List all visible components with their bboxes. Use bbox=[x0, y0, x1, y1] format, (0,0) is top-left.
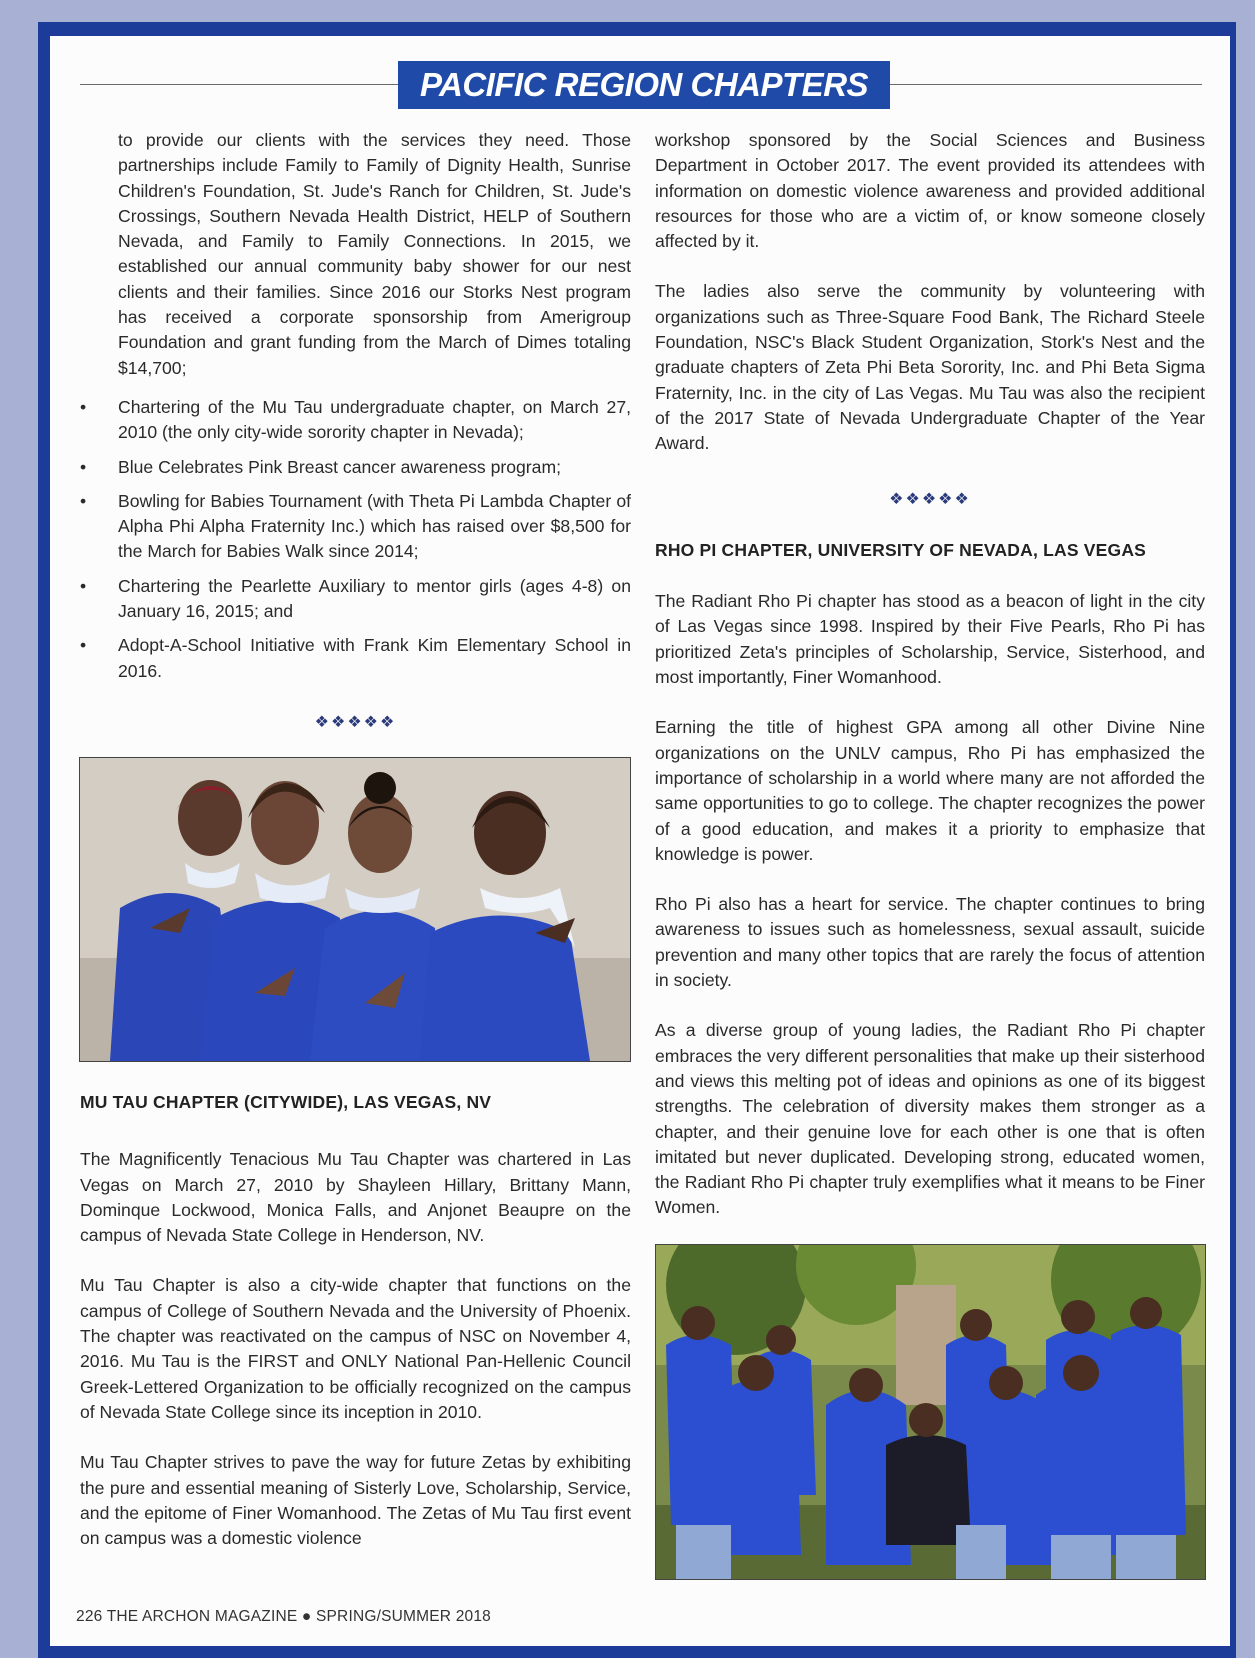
rho-pi-photo bbox=[655, 1244, 1206, 1580]
list-item: • Bowling for Babies Tournament (with Theta Pi Lambda Chapter of Alpha Phi Alpha Fraternity Inc.) which has raised over $8,500 for the March for Babies Walk since 2014; bbox=[80, 490, 631, 562]
mu-tau-paragraph-2: Mu Tau Chapter is also a city-wide chapter that functions on the campus of College of Southern Nevada and the University of Phoenix. The chapter was reactivated on the campus of NSC on November 4, 2016. Mu Tau is the FIRST and ONLY National Pan-Hellenic Council Greek-Lettered Organization to be officially recognized on the campus of Nevada State College since its inception in 2010. bbox=[80, 1275, 631, 1422]
ornament-divider: ❖❖❖❖❖ bbox=[889, 490, 971, 508]
list-item: • Adopt-A-School Initiative with Frank Kim Elementary School in 2016. bbox=[80, 635, 631, 681]
issue-name: SPRING/SUMMER 2018 bbox=[315, 1608, 491, 1625]
list-item: • Chartering of the Mu Tau undergraduate chapter, on March 27, 2010 (the only city-wide sorority chapter in Nevada); bbox=[80, 397, 631, 443]
rho-pi-paragraph-4: As a diverse group of young ladies, the Radiant Rho Pi chapter embraces the very different personalities that make up their sisterhood and views this melting pot of ideas and opinions as one of its biggest strengths. The celebration of diversity makes them stronger as a chapter, and their genuine love for each other is one that is often imitated but never duplicated. Developing strong, educated women, the Radiant Rho Pi chapter truly exemplifies what it means to be Finer Women. bbox=[655, 1020, 1205, 1218]
mu-tau-paragraph-1: The Magnificently Tenacious Mu Tau Chapter was chartered in Las Vegas on March 27, 2010 by Shayleen Hillary, Brittany Mann, Dominque Lockwood, Monica Falls, and Anjonet Beaupre on the campus of Nevada State College in Henderson, NV. bbox=[80, 1149, 631, 1246]
left-column-bottom bbox=[80, 1090, 631, 1551]
list-item: • Chartering the Pearlette Auxiliary to mentor girls (ages 4-8) on January 16, 2015; and bbox=[80, 575, 631, 622]
mu-tau-photo bbox=[79, 757, 631, 1062]
left-bullets-block bbox=[80, 386, 631, 684]
mu-tau-paragraph-3: Mu Tau Chapter strives to pave the way for future Zetas by exhibiting the pure and essential meaning of Sisterly Love, Scholarship, Service, and the epitome of Finer Womanhood. The Zetas of Mu Tau first event on campus was a domestic violence bbox=[80, 1452, 631, 1549]
footer-separator: ● bbox=[301, 1608, 312, 1625]
rho-pi-paragraph-2: Earning the title of highest GPA among all other Divine Nine organizations on the UNLV campus, Rho Pi has emphasized the importance of scholarship in a world where many are not afforded the same opportunities to go to college. The chapter recognizes the power of a good education, and makes it a priority to emphasize that knowledge is power. bbox=[655, 717, 1205, 864]
section-header: PACIFIC REGION CHAPTERS bbox=[398, 61, 890, 109]
achievements-list bbox=[80, 395, 631, 684]
right-column bbox=[655, 128, 1205, 1221]
community-paragraph: The ladies also serve the community by volunteering with organizations such as Three-Square Food Bank, The Richard Steele Foundation, NSC's Black Student Organization, Stork's Nest and the graduate chapters of Zeta Phi Beta Sorority, Inc. and Phi Beta Sigma Fraternity, Inc. in the city of Las Vegas. Mu Tau was also the recipient of the 2017 State of Nevada Undergraduate Chapter of the Year Award. bbox=[655, 281, 1205, 454]
page-number: 226 bbox=[76, 1608, 103, 1625]
intro-paragraph: to provide our clients with the services they need. Those partnerships include Family to Family of Dignity Health, Sunrise Children's Foundation, St. Jude's Ranch for Children, St. Jude's Crossings, Southern Nevada Health District, HELP of Southern Nevada, and Family to Family Connections. In 2015, we established our annual community baby shower for our nest clients and their families. Since 2016 our Storks Nest program has received a corporate sponsorship from Amerigroup Foundation and grant funding from the March of Dimes totaling $14,700; bbox=[118, 130, 631, 378]
list-item: • Blue Celebrates Pink Breast cancer awareness program; bbox=[80, 456, 561, 477]
page-footer bbox=[76, 1608, 491, 1626]
magazine-name: THE ARCHON MAGAZINE bbox=[106, 1608, 298, 1625]
rho-pi-paragraph-1: The Radiant Rho Pi chapter has stood as a beacon of light in the city of Las Vegas since 1998. Inspired by their Five Pearls, Rho Pi has prioritized Zeta's principles of Scholarship, Service, Sisterhood, and most importantly, Finer Womanhood. bbox=[655, 591, 1205, 688]
group-photo-illustration bbox=[656, 1245, 1205, 1579]
rho-pi-paragraph-3: Rho Pi also has a heart for service. The chapter continues to bring awareness to issues such as homelessness, sexual assault, suicide prevention and many other topics that are rarely the focus of attention in society. bbox=[655, 894, 1205, 991]
workshop-paragraph: workshop sponsored by the Social Sciences and Business Department in October 2017. The event provided its attendees with information on domestic violence awareness and provided additional resources for those who are a victim of, or know someone closely affected by it. bbox=[655, 130, 1205, 252]
header-rule-left bbox=[80, 84, 398, 85]
header-rule-right bbox=[890, 84, 1202, 85]
rho-pi-heading: RHO PI CHAPTER, UNIVERSITY OF NEVADA, LAS VEGAS bbox=[655, 539, 1147, 560]
ornament-divider: ❖❖❖❖❖ bbox=[314, 714, 397, 731]
left-column-top bbox=[118, 128, 631, 381]
mu-tau-heading: MU TAU CHAPTER (CITYWIDE), LAS VEGAS, NV bbox=[80, 1092, 492, 1112]
group-photo-illustration bbox=[80, 758, 630, 1061]
